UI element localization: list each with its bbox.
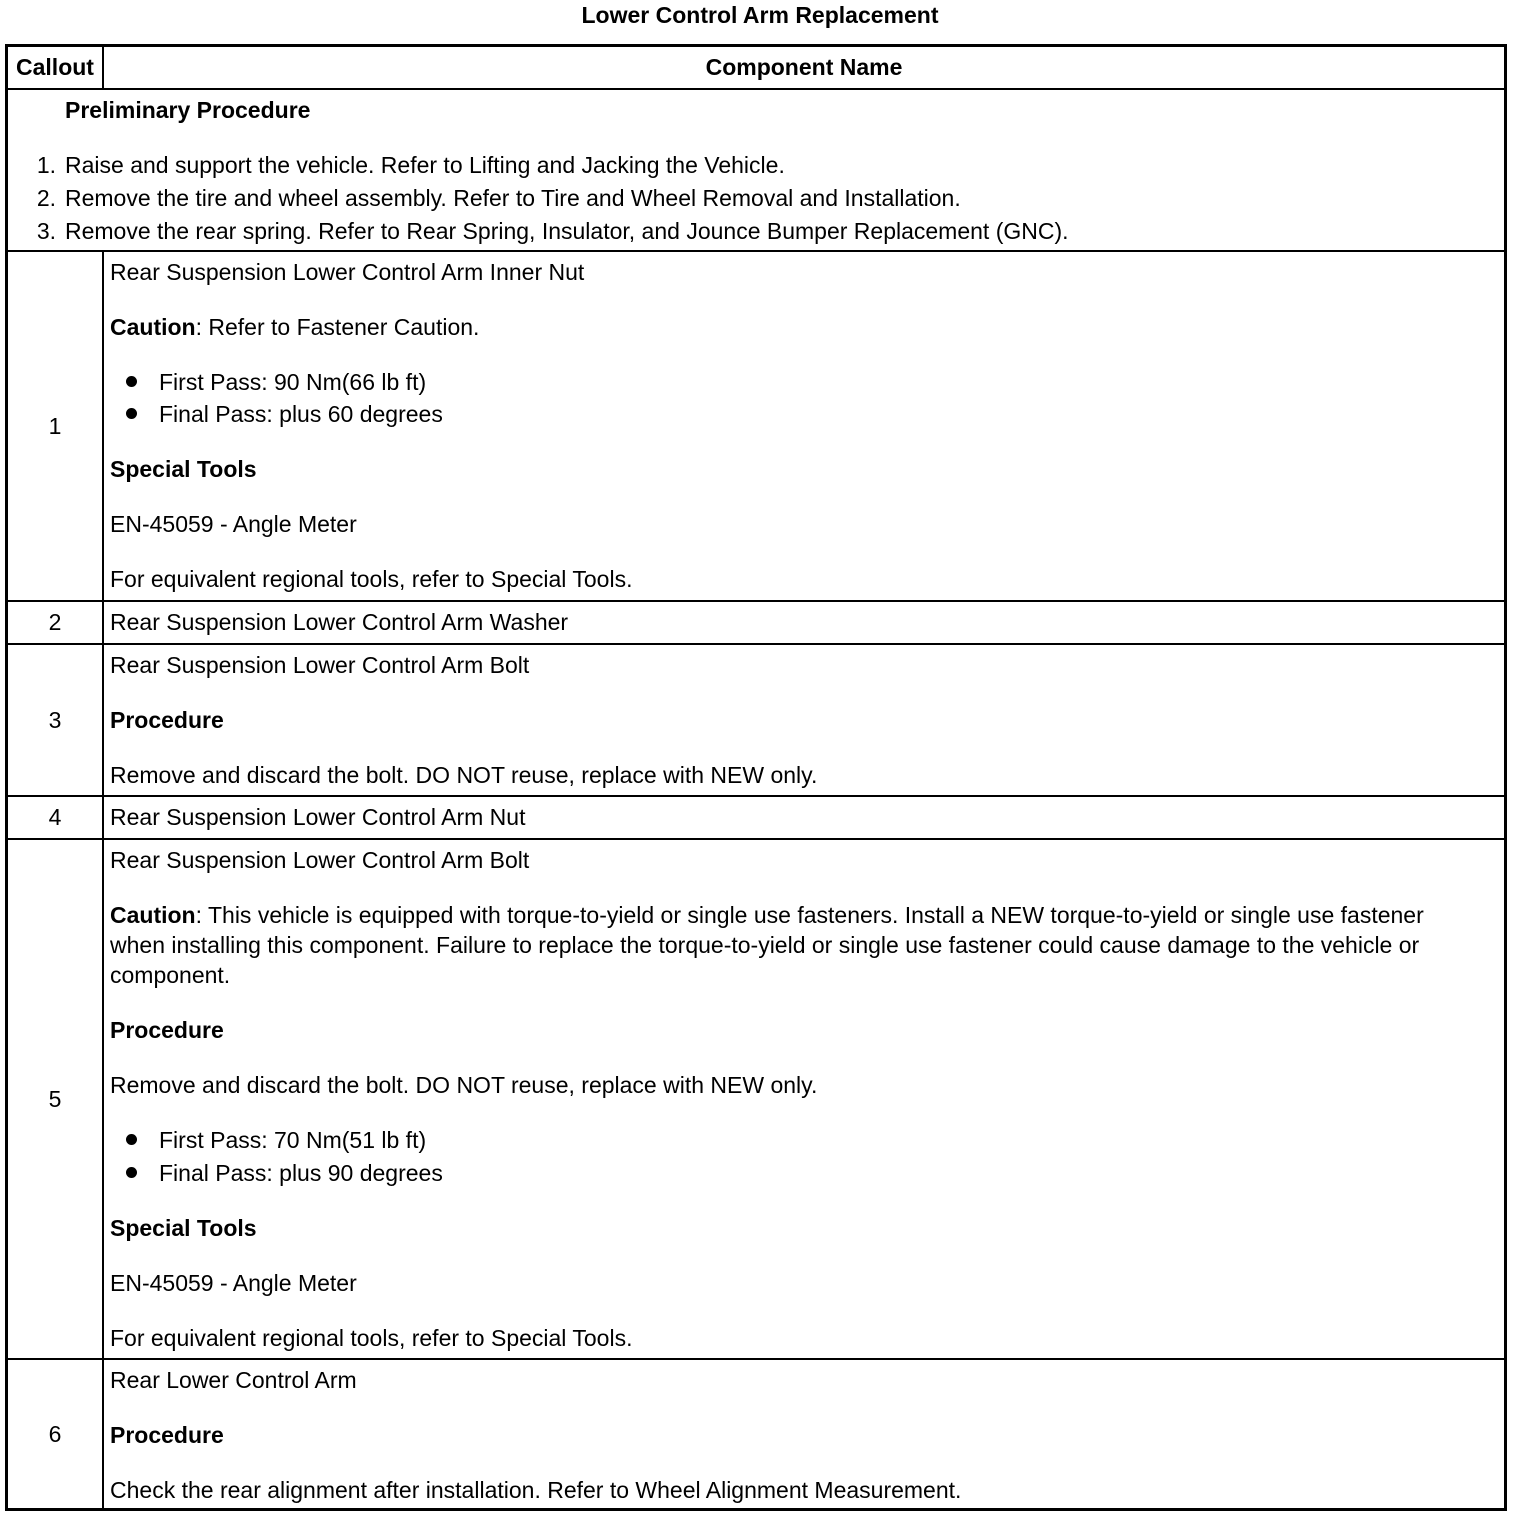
table-row [8,600,1504,643]
table-row [8,643,1504,795]
component-name: Rear Suspension Lower Control Arm Washer [110,609,569,635]
caution-note: Caution: Refer to Fastener Caution. [110,314,480,340]
header-component-name: Component Name [705,54,903,80]
page-title: Lower Control Arm Replacement [581,2,939,28]
list-item: Final Pass: plus 60 degrees [110,399,443,429]
procedure-table [5,44,1507,1511]
bullet-icon [126,1134,137,1145]
special-tools-heading: Special Tools [110,1215,257,1241]
list-item: First Pass: 90 Nm(66 lb ft) [110,367,426,397]
procedure-heading: Procedure [110,707,224,733]
caution-note: Caution: This vehicle is equipped with torque-to-yield or single use fasteners. Install a NEW torque-to-yield or single use fastener when installing this component. Failure to replace the torque-to-yield or single use fastener could cause damage to the vehicle or component. [110,902,1424,988]
callout-number: 4 [8,797,104,838]
bullet-icon [126,1167,137,1178]
table-row [8,250,1504,600]
list-item: First Pass: 70 Nm(51 lb ft) [110,1125,426,1155]
preliminary-section: Preliminary Procedure 1. Raise and support the vehicle. Refer to Lifting and Jacking the Vehicle. 2. Remove the tire and wheel assembly. Refer to Tire and Wheel Removal and Installation. 3. Remove the rear spring. Refer to Rear Spring, Insulator, and Jounce Bumper Replacement (GNC). [8,88,1504,250]
tools-note: For equivalent regional tools, refer to Special Tools. [110,1325,633,1351]
procedure-text: Remove and discard the bolt. DO NOT reuse, replace with NEW only. [110,1072,818,1098]
tools-note: For equivalent regional tools, refer to Special Tools. [110,566,633,592]
table-row [8,795,1504,838]
procedure-text: Check the rear alignment after installation. Refer to Wheel Alignment Measurement. [110,1477,962,1503]
callout-number: 5 [8,840,104,1358]
header-callout: Callout [8,47,104,88]
callout-number: 3 [8,645,104,795]
component-name: Rear Suspension Lower Control Arm Nut [110,804,526,830]
callout-number: 2 [8,602,104,643]
bullet-icon [126,408,137,419]
procedure-heading: Procedure [110,1017,224,1043]
table-header-row [8,47,1504,88]
tool-name: EN-45059 - Angle Meter [110,1270,357,1296]
callout-number: 1 [8,252,104,600]
procedure-heading: Procedure [110,1422,224,1448]
component-name: Rear Suspension Lower Control Arm Bolt [110,652,530,678]
callout-number: 6 [8,1360,104,1508]
component-name: Rear Suspension Lower Control Arm Inner Nut [110,259,585,285]
component-name: Rear Suspension Lower Control Arm Bolt [110,847,530,873]
tool-name: EN-45059 - Angle Meter [110,511,357,537]
special-tools-heading: Special Tools [110,456,257,482]
component-name: Rear Lower Control Arm [110,1367,357,1393]
list-item: Final Pass: plus 90 degrees [110,1158,443,1188]
procedure-text: Remove and discard the bolt. DO NOT reuse, replace with NEW only. [110,762,818,788]
table-row [8,838,1504,1358]
bullet-icon [126,376,137,387]
table-row [8,1358,1504,1508]
